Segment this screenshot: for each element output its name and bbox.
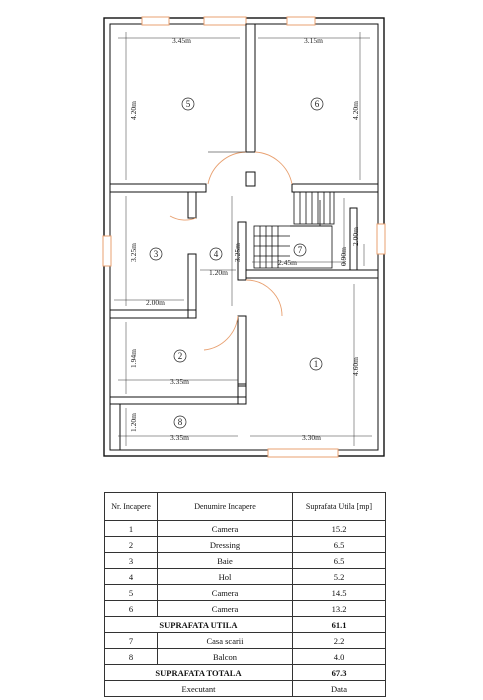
cell-area: 6.5 — [293, 537, 386, 553]
cell-nr: 1 — [105, 521, 158, 537]
dim-room1-width: 3.30m — [302, 433, 321, 442]
room-number-7: 7 — [297, 245, 303, 255]
room-number-8: 8 — [177, 417, 183, 427]
header-name: Denumire Incapere — [158, 493, 293, 521]
windows — [103, 17, 385, 457]
cell-name: Camera — [158, 521, 293, 537]
table-row — [105, 585, 386, 601]
total-label: SUPRAFATA TOTALA — [105, 665, 293, 681]
table-row — [105, 569, 386, 585]
cell-name: Camera — [158, 585, 293, 601]
cell-area: 4.0 — [293, 649, 386, 665]
dimension-texts — [129, 36, 360, 442]
cell-nr: 7 — [105, 633, 158, 649]
table-row — [105, 601, 386, 617]
cell-area: 14.5 — [293, 585, 386, 601]
dim-stair-width: 2.45m — [278, 258, 297, 267]
dim-room1-height: 4.60m — [351, 357, 360, 376]
cell-name: Dressing — [158, 537, 293, 553]
table-row — [105, 633, 386, 649]
table-header — [105, 493, 386, 521]
room-area-table — [104, 492, 386, 697]
cell-name: Balcon — [158, 649, 293, 665]
footer-row — [105, 681, 386, 697]
cell-nr: 5 — [105, 585, 158, 601]
dim-hol-height: 3.25m — [233, 243, 242, 262]
dim-top-right: 3.15m — [304, 36, 323, 45]
header-area: Suprafata Utila [mp] — [293, 493, 386, 521]
room-number-1: 1 — [313, 359, 319, 369]
cell-nr: 8 — [105, 649, 158, 665]
dim-top-left: 3.45m — [172, 36, 191, 45]
header-nr: Nr. Incapere — [105, 493, 158, 521]
dim-balcon-width: 3.35m — [170, 433, 189, 442]
cell-name: Casa scarii — [158, 633, 293, 649]
cell-area: 2.2 — [293, 633, 386, 649]
dim-room2-width: 3.35m — [170, 377, 189, 386]
dim-stair-height: 2.00m — [351, 227, 360, 246]
cell-nr: 6 — [105, 601, 158, 617]
room-number-6: 6 — [314, 99, 320, 109]
total-area: 67.3 — [293, 665, 386, 681]
table-row — [105, 521, 386, 537]
footer-executant: Executant — [105, 681, 293, 697]
dim-balcon-height: 1.20m — [129, 413, 138, 432]
table-row — [105, 649, 386, 665]
subtotal-row — [105, 617, 386, 633]
dim-room3-height: 3.25m — [129, 243, 138, 262]
cell-area: 5.2 — [293, 569, 386, 585]
total-row — [105, 665, 386, 681]
cell-area: 6.5 — [293, 553, 386, 569]
dim-room2-height: 1.94m — [129, 349, 138, 368]
cell-name: Camera — [158, 601, 293, 617]
dim-right-upper: 4.20m — [351, 101, 360, 120]
table-row — [105, 537, 386, 553]
room-number-2: 2 — [177, 351, 183, 361]
cell-nr: 2 — [105, 537, 158, 553]
outer-walls — [104, 18, 384, 456]
staircase — [254, 192, 334, 268]
dim-stair-small: 0.90m — [339, 247, 348, 266]
cell-nr: 3 — [105, 553, 158, 569]
interior-walls — [110, 24, 378, 450]
room-number-3: 3 — [153, 249, 159, 259]
dim-hol-width: 1.20m — [209, 268, 228, 277]
table-row — [105, 553, 386, 569]
cell-name: Baie — [158, 553, 293, 569]
dim-left-upper: 4.20m — [129, 101, 138, 120]
cell-area: 15.2 — [293, 521, 386, 537]
cell-nr: 4 — [105, 569, 158, 585]
subtotal-area: 61.1 — [293, 617, 386, 633]
room-number-5: 5 — [185, 99, 191, 109]
room-number-4: 4 — [213, 249, 219, 259]
cell-name: Hol — [158, 569, 293, 585]
footer-data: Data — [293, 681, 386, 697]
dim-room3-width: 2.00m — [146, 298, 165, 307]
cell-area: 13.2 — [293, 601, 386, 617]
subtotal-label: SUPRAFATA UTILA — [105, 617, 293, 633]
